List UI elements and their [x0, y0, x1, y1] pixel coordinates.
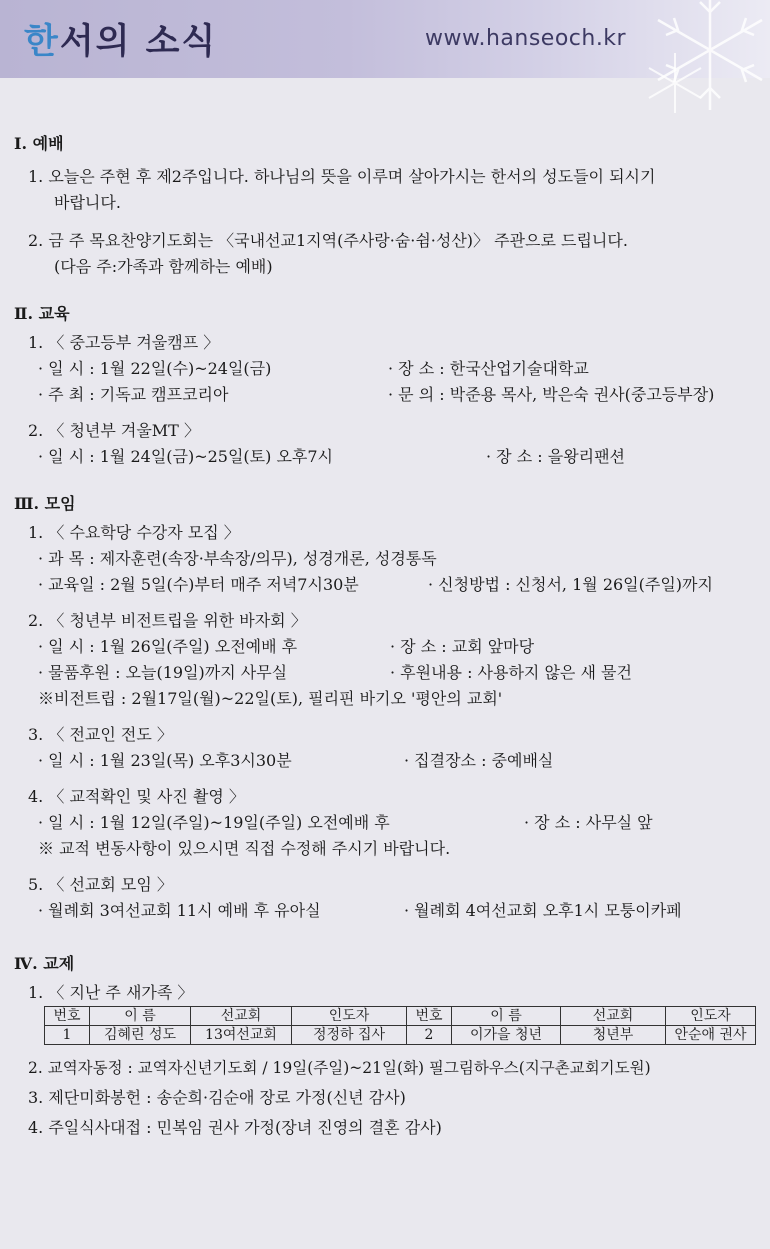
- table-header-cell: 이 름: [452, 1007, 561, 1026]
- table-header-cell: 선교회: [191, 1007, 292, 1026]
- table-cell: 청년부: [561, 1026, 666, 1045]
- meetings-item-5-title: 5. 〈 선교회 모임 〉: [28, 875, 173, 894]
- table-cell: 안순애 권사: [666, 1026, 756, 1045]
- newsletter-body: [14, 132, 762, 1143]
- fellowship-item-3: 3. 제단미화봉헌 : 송순희·김순애 장로 가정(신년 감사): [28, 1088, 406, 1107]
- section-title-worship: Ⅰ. 예배: [14, 134, 64, 153]
- table-cell: 13여선교회: [191, 1026, 292, 1045]
- meetings-item-1-row-1: · 과 목 : 제자훈련(속장·부속장/의무), 성경개론, 성경통독: [38, 549, 437, 568]
- table-header-cell: 번호: [407, 1007, 452, 1026]
- fellowship-item-2: 2. 교역자동정 : 교역자신년기도회 / 19일(주일)~21일(화) 필그림하우스(지구촌교회기도원): [28, 1059, 651, 1077]
- newsletter-title: 한서의 소식: [24, 22, 218, 62]
- meetings-item-3-row: · 일 시 : 1월 23일(목) 오후3시30분 · 집결장소 : 중예배실: [38, 751, 554, 770]
- section-title-meetings: Ⅲ. 모임: [14, 494, 76, 513]
- section-title-fellowship: Ⅳ. 교제: [14, 954, 75, 973]
- education-item-1-row-2: · 주 최 : 기독교 캠프코리아 · 문 의 : 박준용 목사, 박은숙 권사(중고등부장): [38, 385, 715, 404]
- education-item-1-row-1: · 일 시 : 1월 22일(수)~24일(금) · 장 소 : 한국산업기술대학교: [38, 359, 589, 378]
- worship-item-1: 1. 오늘은 주현 후 제2주입니다. 하나님의 뜻을 이루며 살아가시는 한서의 성도들이 되시기 바랍니다.: [28, 167, 656, 212]
- meetings-item-5-row: · 월례회 3여선교회 11시 예배 후 유아실 · 월례회 4여선교회 오후1시 모퉁이카페: [38, 901, 682, 920]
- meetings-item-4-row: · 일 시 : 1월 12일(주일)~19일(주일) 오전예배 후 · 장 소 : 사무실 앞: [38, 813, 653, 832]
- fellowship-item-4: 4. 주일식사대접 : 민복임 권사 가정(장녀 진영의 결혼 감사): [28, 1118, 442, 1137]
- meetings-item-2-row-2: · 물품후원 : 오늘(19일)까지 사무실 · 후원내용 : 사용하지 않은 새 물건: [38, 663, 632, 682]
- meetings-item-3-title: 3. 〈 전교인 전도 〉: [28, 725, 173, 744]
- table-header-row: [45, 1007, 756, 1026]
- table-cell: 이가을 청년: [452, 1026, 561, 1045]
- table-cell: 2: [407, 1026, 452, 1045]
- section-title-education: Ⅱ. 교육: [14, 304, 70, 323]
- education-item-1-title: 1. 〈 중고등부 겨울캠프 〉: [28, 333, 220, 352]
- meetings-item-2-title: 2. 〈 청년부 비전트립을 위한 바자회 〉: [28, 611, 307, 630]
- table-cell: 1: [45, 1026, 90, 1045]
- table-header-cell: 이 름: [90, 1007, 191, 1026]
- table-row: [45, 1026, 756, 1045]
- snowflake-icon: [640, 48, 710, 118]
- worship-item-2: 2. 금 주 목요찬양기도회는 〈국내선교1지역(주사랑·숨·쉼·성산)〉 주관으로 드립니다. (다음 주:가족과 함께하는 예배): [28, 231, 628, 276]
- meetings-item-1-title: 1. 〈 수요학당 수강자 모집 〉: [28, 523, 240, 542]
- table-header-cell: 선교회: [561, 1007, 666, 1026]
- table-cell: 김혜린 성도: [90, 1026, 191, 1045]
- fellowship-item-1-title: 1. 〈 지난 주 새가족 〉: [28, 983, 194, 1002]
- table-header-cell: 인도자: [666, 1007, 756, 1026]
- table-cell: 정정하 집사: [292, 1026, 407, 1045]
- meetings-item-2-row-1: · 일 시 : 1월 26일(주일) 오전예배 후 · 장 소 : 교회 앞마당: [38, 637, 535, 656]
- website-url[interactable]: www.hanseoch.kr: [425, 26, 627, 51]
- header-banner: [0, 0, 770, 78]
- table-header-cell: 번호: [45, 1007, 90, 1026]
- meetings-item-4-title: 4. 〈 교적확인 및 사진 촬영 〉: [28, 787, 245, 806]
- meetings-item-4-note: ※ 교적 변동사항이 있으시면 직접 수정해 주시기 바랍니다.: [38, 839, 451, 858]
- education-item-2-title: 2. 〈 청년부 겨울MT 〉: [28, 421, 200, 440]
- new-family-table: [44, 1006, 756, 1045]
- education-item-2-row: · 일 시 : 1월 24일(금)~25일(토) 오후7시 · 장 소 : 을왕리팬션: [38, 447, 626, 466]
- meetings-item-1-row-2: · 교육일 : 2월 5일(수)부터 매주 저녁7시30분 · 신청방법 : 신청서, 1월 26일(주일)까지: [38, 575, 713, 594]
- table-header-cell: 인도자: [292, 1007, 407, 1026]
- meetings-item-2-note: ※비전트립 : 2월17일(월)~22일(토), 필리핀 바기오 '평안의 교회': [38, 689, 503, 708]
